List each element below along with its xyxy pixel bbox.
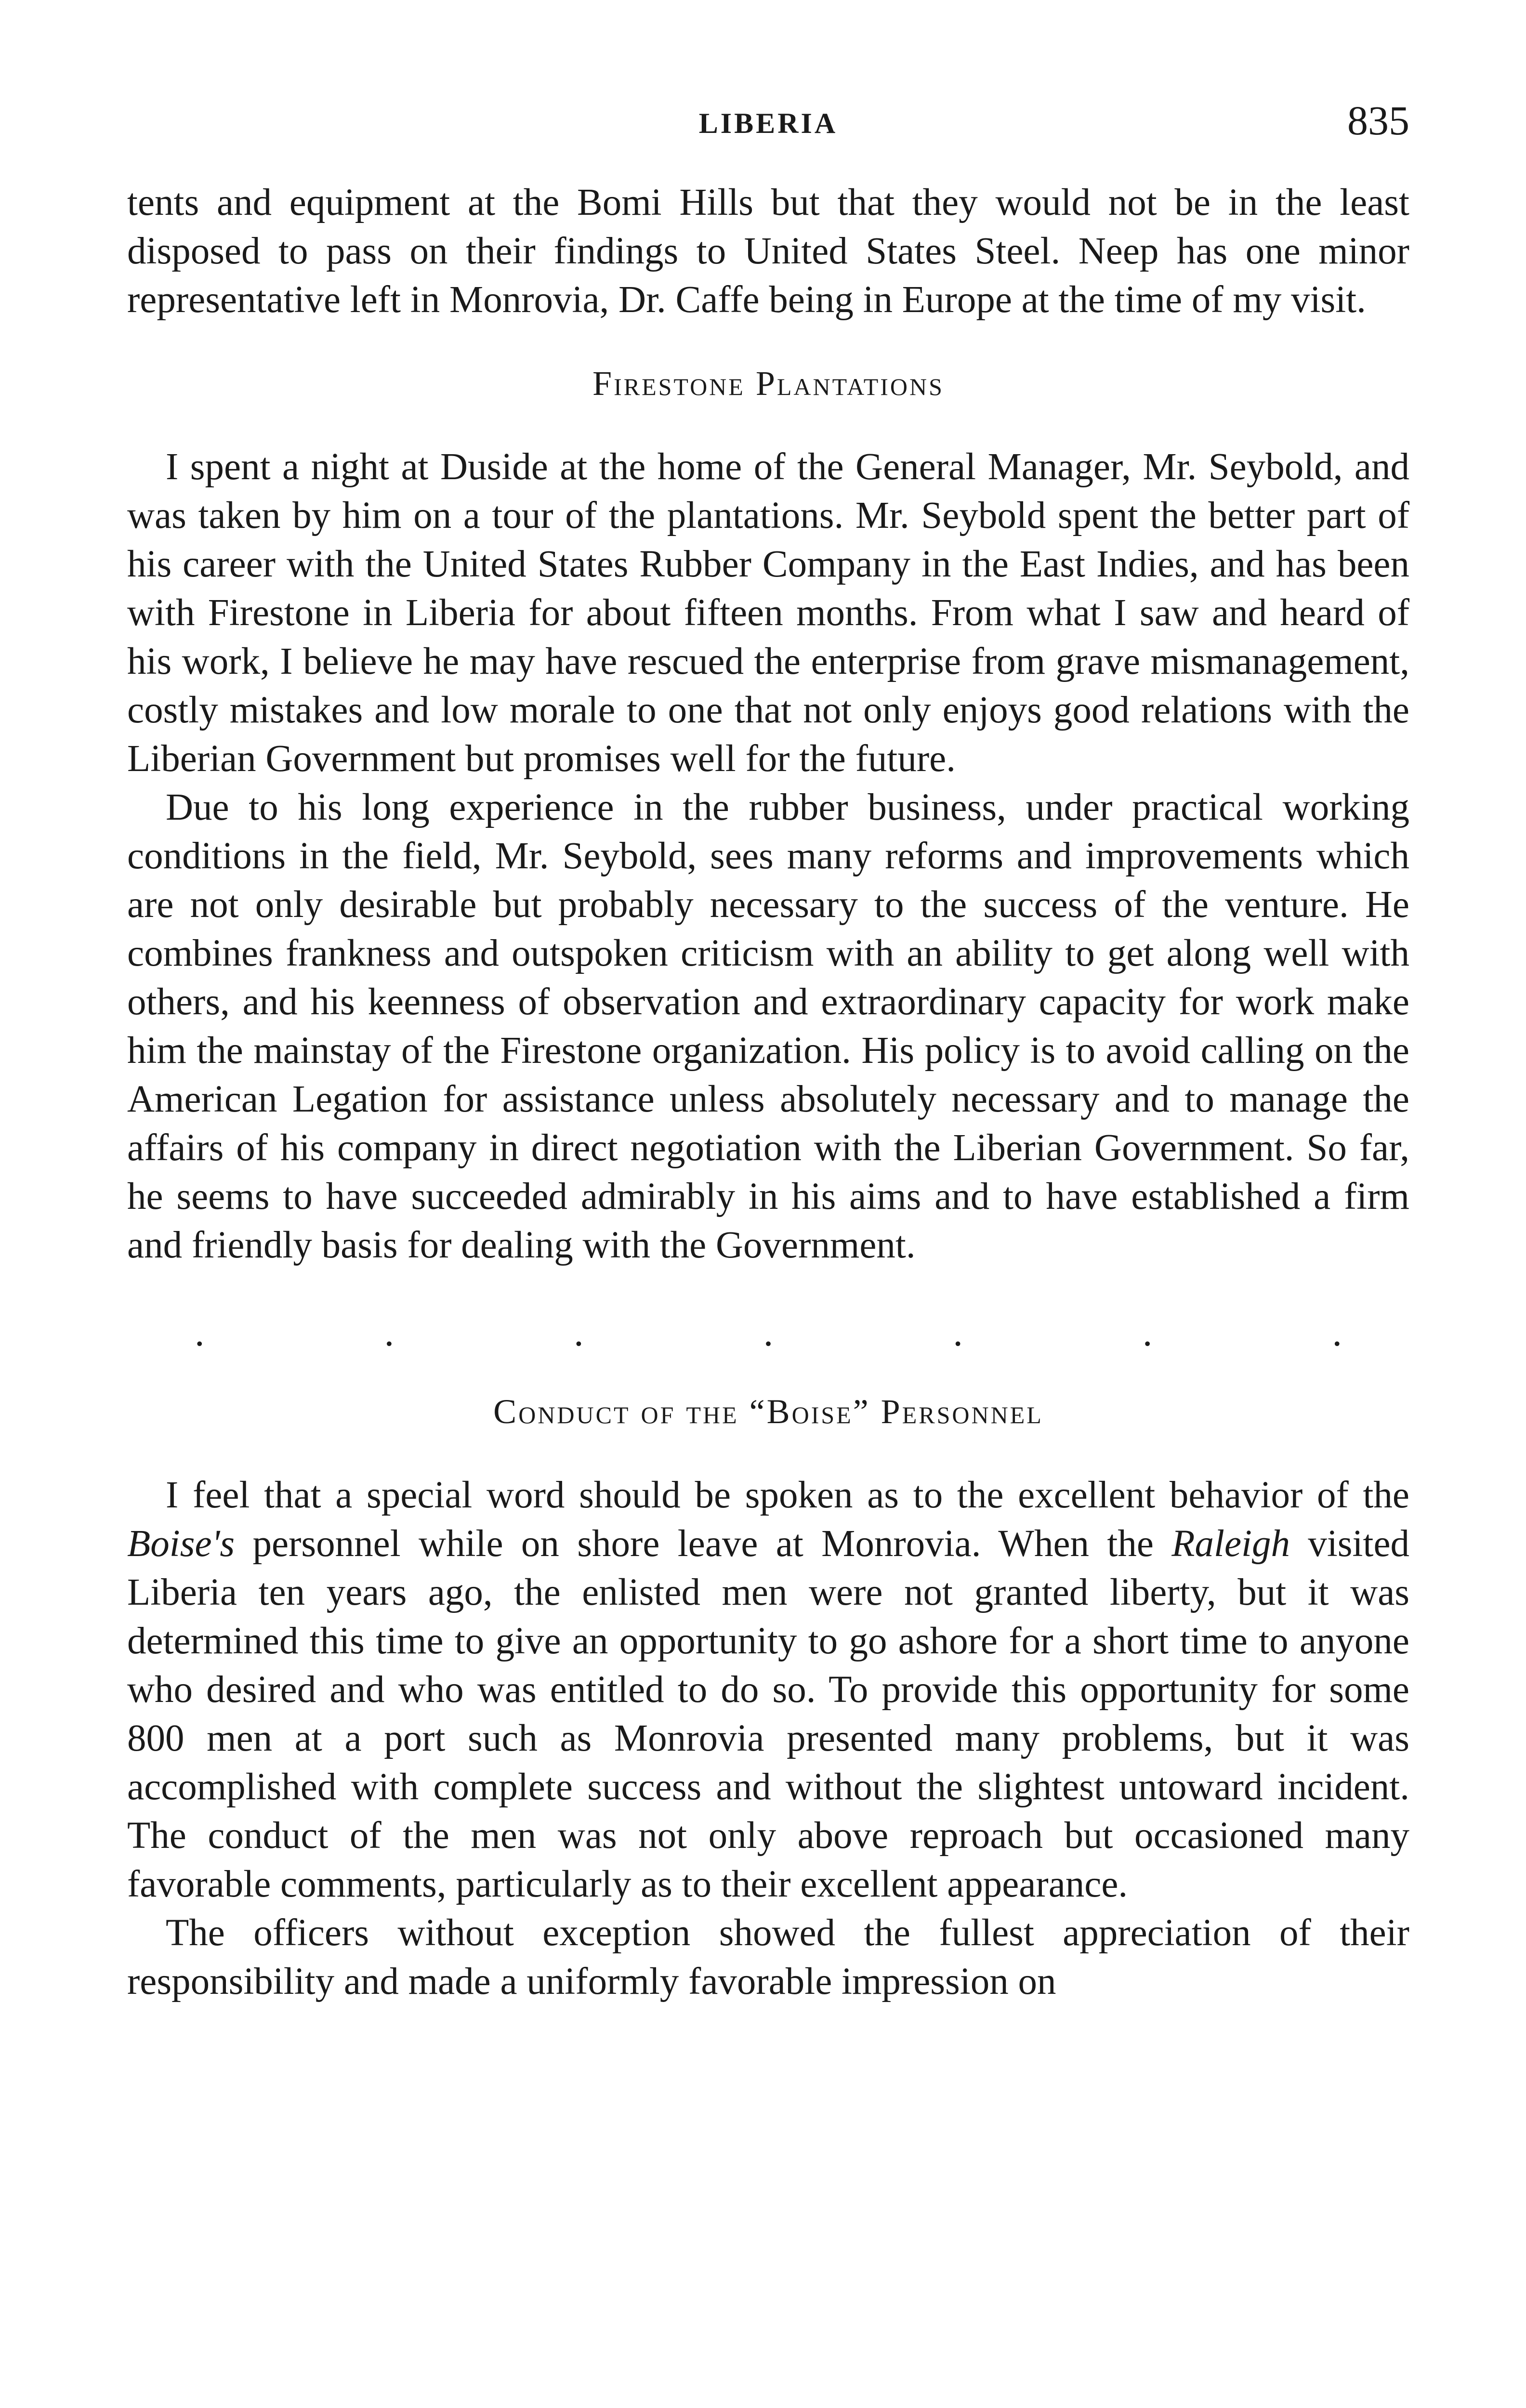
paragraph-conduct-2: The officers without exception showed the fullest appreciation of their responsibility and made a uniformly favorable impression on: [127, 1912, 1409, 2002]
omission-dot: .: [1142, 1310, 1153, 1354]
section-heading-conduct: Conduct of the “Boise” Personnel: [493, 1392, 1043, 1431]
paragraph-text: I feel that a special word should be spoken as to the excellent behavior of the: [166, 1474, 1409, 1516]
section-heading-firestone: Firestone Plantations: [592, 364, 944, 403]
running-title: LIBERIA: [698, 107, 838, 139]
paragraph-conduct-1: [127, 1471, 1409, 1909]
omission-dot: .: [763, 1310, 774, 1354]
paragraph-continued: tents and equipment at the Bomi Hills but that they would not be in the least disposed to pass on their findings to United States Steel. Neep has one minor representative left in Monrovia, Dr. Caffe being in Europe at the time of my visit.: [127, 182, 1409, 321]
running-header: [127, 96, 1409, 149]
ship-name-boise: Boise's: [127, 1523, 235, 1565]
paragraph-firestone-1: I spent a night at Duside at the home of the General Manager, Mr. Seybold, and was taken by him on a tour of the plantations. Mr. Seybold spent the better part of his career with the United States Rubber Company in the East Indies, and has been with Firestone in Liberia for about fifteen months. From what I saw and heard of his work, I believe he may have rescued the enterprise from grave mismanagement, costly mistakes and low morale to one that not only enjoys good relations with the Liberian Government but promises well for the future.: [127, 446, 1409, 780]
omission-dot: .: [953, 1310, 963, 1354]
page-number: 835: [1347, 97, 1409, 144]
omission-dot: .: [1332, 1310, 1342, 1354]
paragraph-text: personnel while on shore leave at Monrovia. When the: [235, 1523, 1172, 1565]
document-page: [127, 96, 1409, 2369]
omission-dots: [127, 1310, 1409, 1354]
ship-name-raleigh: Raleigh: [1171, 1523, 1290, 1565]
omission-dot: .: [574, 1310, 584, 1354]
omission-dot: .: [384, 1310, 395, 1354]
paragraph-text: visited Liberia ten years ago, the enlisted men were not granted liberty, but it was determined this time to give an opportunity to go ashore for a short time to anyone who desired and who was entitled to do so. To provide this opportunity for some 800 men at a port such as Monrovia presented many problems, but it was accomplished with complete success and without the slightest untoward incident. The conduct of the men was not only above reproach but occasioned many favorable comments, particularly as to their excellent appearance.: [127, 1523, 1410, 1905]
paragraph-firestone-2: Due to his long experience in the rubber business, under practical working conditions in the field, Mr. Seybold, sees many reforms and improvements which are not only desirable but probably necessary to the success of the venture. He combines frankness and outspoken criticism with an ability to get along well with others, and his keenness of observation and extraordinary capacity for work make him the mainstay of the Firestone organization. His policy is to avoid calling on the American Legation for assistance unless absolutely necessary and to manage the affairs of his company in direct negotiation with the Liberian Government. So far, he seems to have succeeded admirably in his aims and to have established a firm and friendly basis for dealing with the Government.: [127, 786, 1409, 1266]
omission-dot: .: [195, 1310, 205, 1354]
